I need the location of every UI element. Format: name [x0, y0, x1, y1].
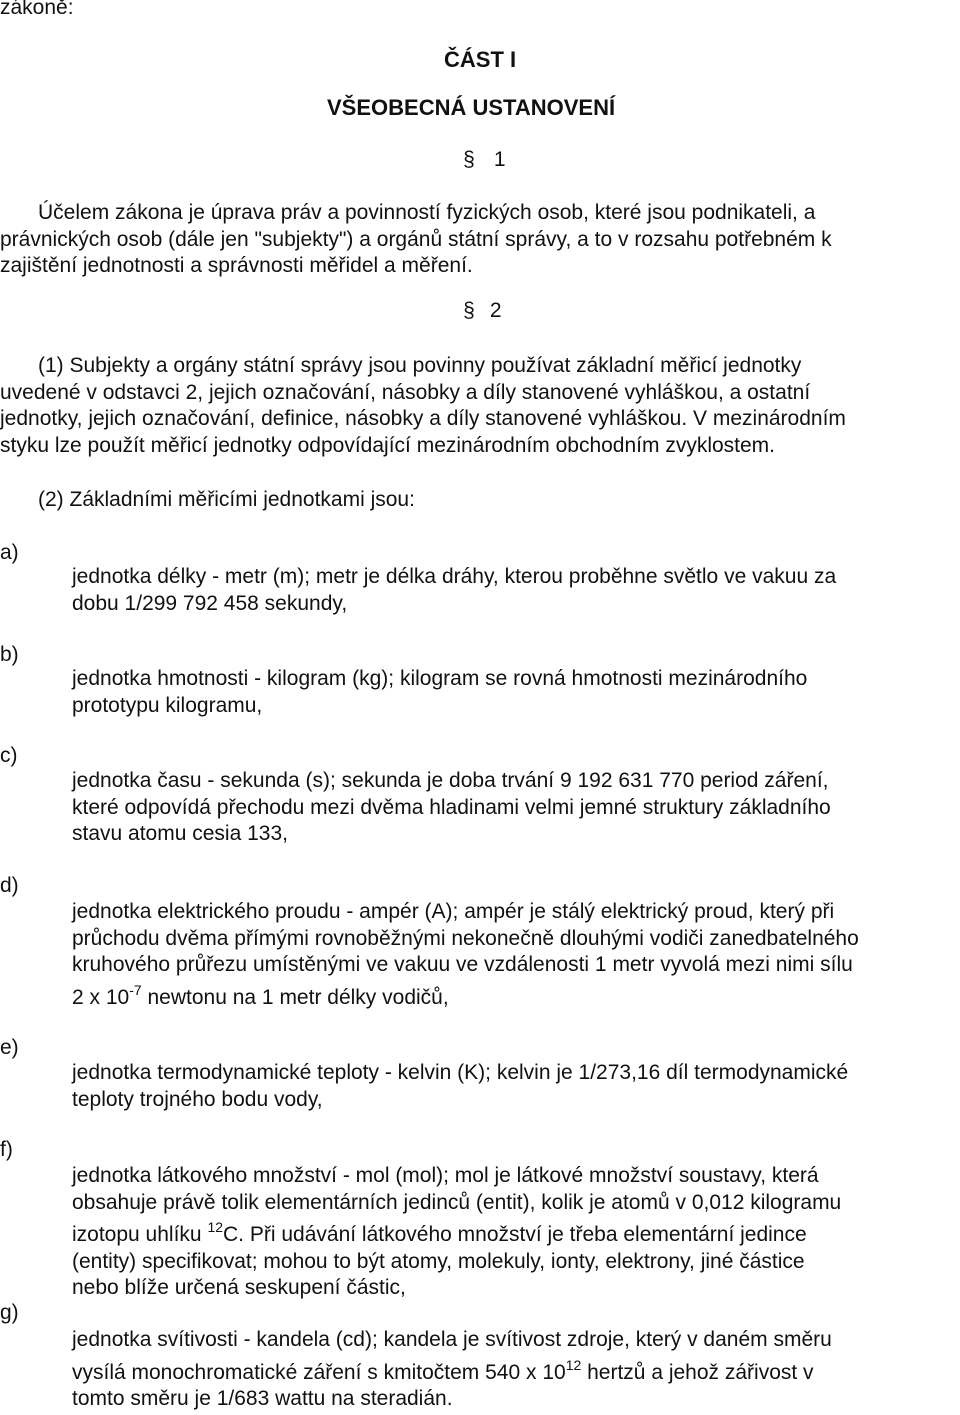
item-letter-e: e) [0, 1036, 19, 1059]
item-text-g [72, 1327, 832, 1413]
item-letter-g: g) [0, 1301, 19, 1324]
text-line: průchodu dvěma přímými rovnoběžnými nekonečně dlouhými vodiči zanedbatelného [72, 926, 859, 950]
exponent: 12 [565, 1356, 582, 1373]
text-line: Účelem zákona je úprava práv a povinností fyzických osob, které jsou podnikateli, a [38, 201, 816, 224]
text-line: uvedené v odstavci 2, jejich označování, násobky a díly stanovené vyhláškou, a ostatní [0, 380, 811, 404]
text-line: stavu atomu cesia 133, [72, 822, 288, 845]
text-segment: hertzů a jehož zářivost v [581, 1360, 814, 1384]
text-line: které odpovídá přechodu mezi dvěma hladinami velmi jemné struktury základního [72, 795, 831, 819]
text-line: obsahuje právě tolik elementárních jedinců (entit), kolik je atomů v 0,012 kilogramu [72, 1190, 842, 1214]
text-line: jednotka délky - metr (m); metr je délka dráhy, kterou proběhne světlo ve vakuu za [72, 565, 837, 588]
text-line: (1) Subjekty a orgány státní správy jsou povinny používat základní měřicí jednotky [38, 354, 802, 377]
text-segment: newtonu na 1 metr délky vodičů, [141, 985, 449, 1009]
text-line: teploty trojného bodu vody, [72, 1087, 323, 1111]
text-line: právnických osob (dále jen "subjekty") a orgánů státní správy, a to v rozsahu potřebném k [0, 227, 832, 251]
text-line: dobu 1/299 792 458 sekundy, [72, 591, 348, 615]
part-subtitle: VŠEOBECNÁ USTANOVENÍ [327, 95, 616, 120]
section-number: 2 [489, 299, 502, 322]
text-line: jednotka hmotnosti - kilogram (kg); kilogram se rovná hmotnosti mezinárodního [72, 667, 808, 690]
text-line: styku lze použít měřicí jednotky odpovídající mezinárodním obchodním zvyklostem. [0, 433, 776, 457]
text-line: jednotka času - sekunda (s); sekunda je doba trvání 9 192 631 770 period záření, [72, 769, 829, 792]
item-text-c [72, 768, 831, 848]
text-line: jednotka elektrického proudu - ampér (A); ampér je stálý elektrický proud, který při [72, 900, 835, 923]
section-2-paragraph-2-intro: (2) Základními měřicími jednotkami jsou: [38, 488, 415, 511]
text-line-with-exponent [72, 1219, 841, 1249]
text-line: jednotka látkového množství - mol (mol); mol je látkové množství soustavy, která [72, 1164, 819, 1187]
text-line: (entity) specifikovat; mohou to být atomy, molekuly, ionty, elektrony, jiné částice [72, 1249, 805, 1273]
text-segment: C. Při udávání látkového množství je třeba elementární jedince [223, 1223, 807, 1246]
item-text-b [72, 666, 807, 719]
item-letter-d: d) [0, 874, 19, 897]
text-line: prototypu kilogramu, [72, 693, 263, 717]
section-1-heading [462, 148, 506, 172]
text-line: nebo blíže určená seskupení částic, [72, 1276, 406, 1299]
text-line: tomto směru je 1/683 wattu na steradián. [72, 1387, 453, 1410]
item-text-d [72, 899, 859, 1011]
section-symbol: § [463, 148, 475, 171]
text-line: jednotka svítivosti - kandela (cd); kandela je svítivost zdroje, který v daném směru [72, 1328, 832, 1351]
text-segment: 2 x 10 [72, 985, 130, 1009]
exponent: 12 [207, 1219, 224, 1235]
text-line-with-exponent [72, 1356, 832, 1387]
section-1-text [0, 200, 832, 280]
item-letter-a: a) [0, 541, 19, 564]
section-2-paragraph-1 [0, 353, 846, 459]
item-text-e [72, 1060, 848, 1113]
text-line: jednotky, jejich označování, definice, násobky a díly stanovené vyhláškou. V mezinárodním [0, 407, 846, 430]
text-line: kruhového průřezu umístěnými ve vakuu ve vzdálenosti 1 metr vyvolá mezi nimi sílu [72, 953, 853, 976]
text-segment: vysílá monochromatické záření s kmitočtem 540 x 10 [72, 1360, 566, 1384]
item-letter-c: c) [0, 744, 18, 767]
section-number: 1 [493, 148, 506, 171]
item-text-a [72, 564, 836, 617]
item-letter-f: f) [0, 1138, 13, 1161]
text-line: jednotka termodynamické teploty - kelvin (K); kelvin je 1/273,16 díl termodynamické [72, 1061, 849, 1084]
section-symbol: § [463, 299, 475, 322]
exponent: -7 [129, 981, 142, 998]
part-title: ČÁST I [444, 47, 517, 72]
text-segment: izotopu uhlíku [72, 1223, 208, 1246]
item-letter-b: b) [0, 643, 19, 666]
intro-text: zákoně: [0, 0, 74, 19]
text-line: zajištění jednotnosti a správnosti měřidel a měření. [0, 254, 473, 277]
text-line-with-exponent [72, 981, 859, 1012]
section-2-heading [462, 299, 502, 323]
item-text-f [72, 1163, 841, 1302]
